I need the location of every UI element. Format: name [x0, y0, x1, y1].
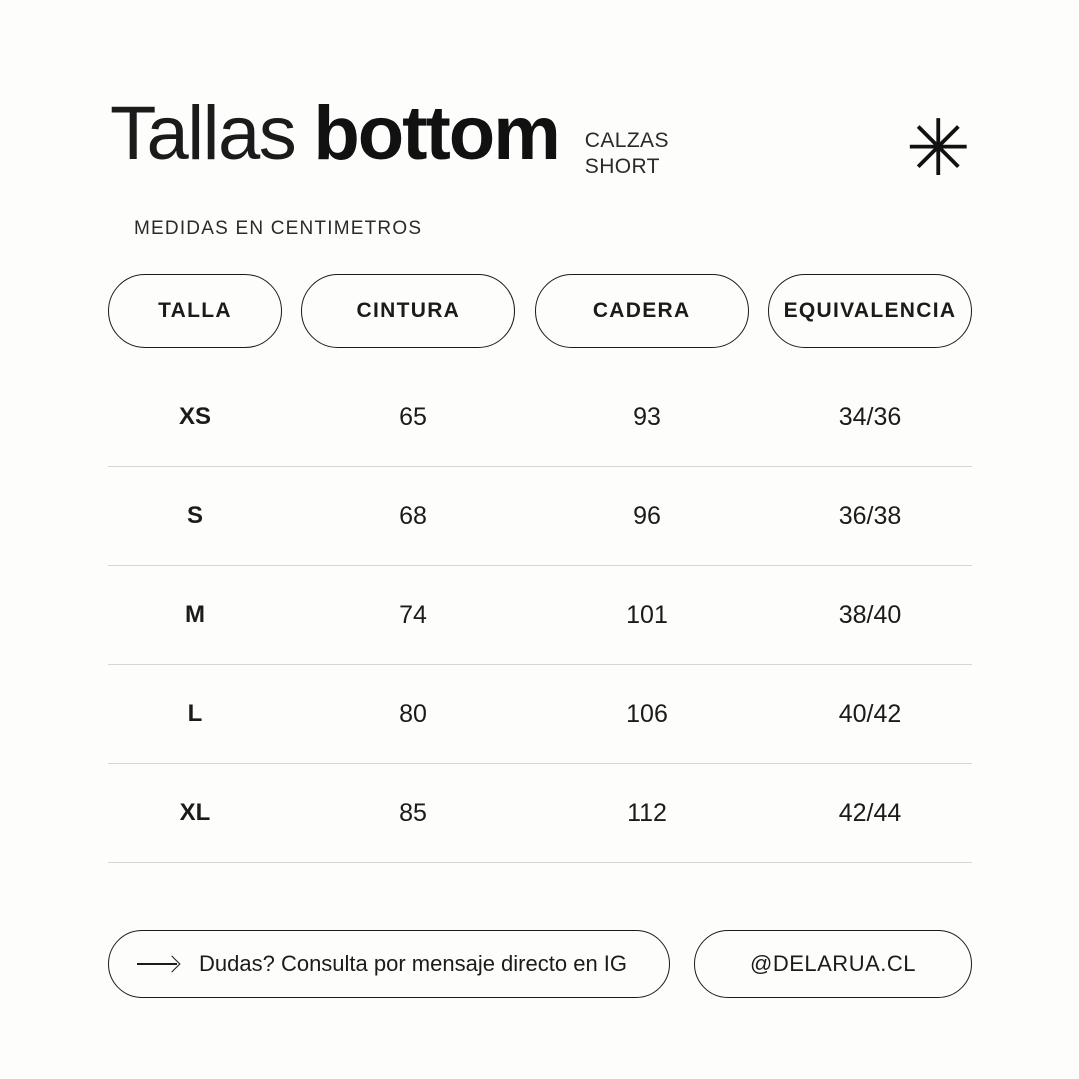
- table-header-row: [108, 274, 972, 348]
- column-header-cintura: CINTURA: [301, 274, 515, 348]
- contact-label: Dudas? Consulta por mensaje directo en IG: [199, 951, 628, 976]
- table-row: [108, 467, 972, 566]
- cell-cadera: 112: [627, 798, 667, 827]
- cell-equivalencia: 42/44: [838, 798, 902, 827]
- instagram-handle-button[interactable]: [694, 930, 972, 998]
- asterisk-icon: ✳: [905, 104, 971, 194]
- column-header-cadera: CADERA: [535, 274, 749, 348]
- cell-equivalencia: 34/36: [838, 402, 902, 431]
- page-title: [110, 91, 559, 176]
- subtitle-line-1: CALZAS: [584, 129, 669, 152]
- measures-note: MEDIDAS EN CENTIMETROS: [134, 218, 423, 239]
- header: [110, 91, 979, 194]
- cell-talla: M: [185, 601, 205, 628]
- cell-talla: S: [186, 502, 203, 529]
- cell-equivalencia: 40/42: [838, 699, 902, 728]
- cell-cadera: 101: [626, 600, 668, 629]
- table-row: [108, 764, 972, 863]
- table-row: [108, 566, 972, 665]
- table-body: [108, 368, 972, 863]
- footer: [108, 930, 972, 998]
- column-header-equivalencia: EQUIVALENCIA: [768, 274, 972, 348]
- table-row: [108, 665, 972, 764]
- cell-talla: XS: [178, 403, 211, 430]
- cell-cintura: 74: [399, 600, 427, 629]
- cell-cintura: 85: [399, 798, 427, 827]
- cell-talla: L: [187, 700, 203, 727]
- cell-equivalencia: 36/38: [838, 501, 902, 530]
- column-header-talla: TALLA: [108, 274, 282, 348]
- instagram-handle-label: @DELARUA.CL: [750, 951, 916, 976]
- cell-talla: XL: [179, 799, 211, 826]
- title-bold: bottom: [313, 91, 559, 176]
- subtitle: [585, 96, 669, 181]
- subtitle-line-2: SHORT: [584, 155, 660, 179]
- table-row: [108, 368, 972, 467]
- cell-cadera: 96: [633, 501, 661, 530]
- arrow-right-icon: [137, 955, 183, 973]
- cell-cadera: 93: [633, 402, 661, 431]
- cell-cadera: 106: [626, 699, 668, 728]
- title-light: Tallas: [110, 91, 296, 176]
- contact-button[interactable]: [108, 930, 670, 998]
- cell-cintura: 80: [399, 699, 427, 728]
- cell-cintura: 68: [399, 501, 427, 530]
- size-table: [108, 274, 972, 863]
- cell-cintura: 65: [399, 402, 427, 431]
- cell-equivalencia: 38/40: [838, 600, 902, 629]
